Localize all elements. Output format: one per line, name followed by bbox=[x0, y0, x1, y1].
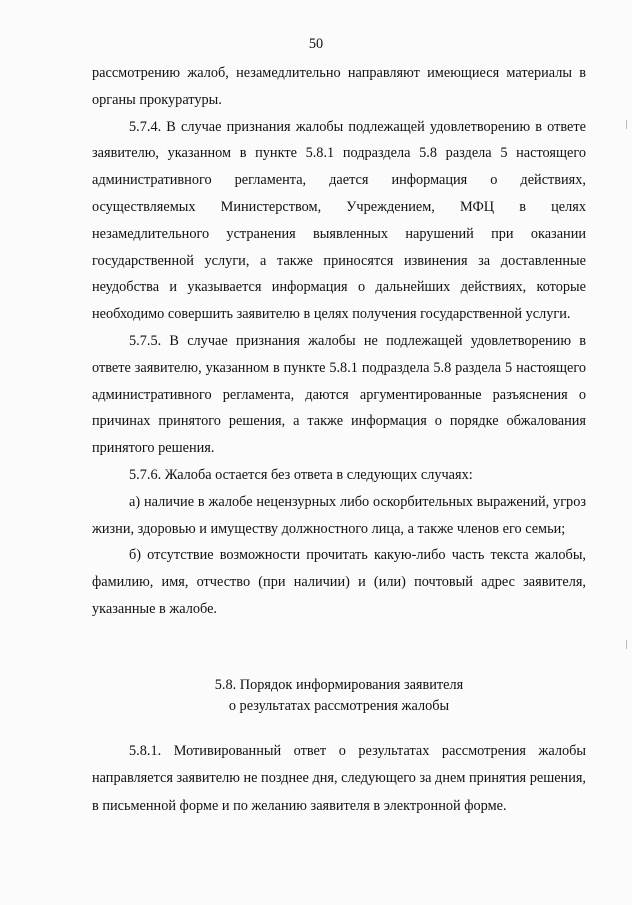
scan-artifact bbox=[626, 640, 627, 649]
section-heading-line-2: о результатах рассмотрения жалобы bbox=[228, 698, 450, 714]
paragraph-continuation: рассмотрению жалоб, незамедлительно направляют имеющиеся материалы в органы прокуратуры. bbox=[92, 65, 586, 108]
list-item-b: б) отсутствие возможности прочитать какую-либо часть текста жалобы, фамилию, имя, отчество (при наличии) и (или) почтовый адрес заявителя, указанные в жалобе. bbox=[92, 547, 586, 617]
section-heading-line-1: 5.8. Порядок информирования заявителя bbox=[214, 677, 464, 693]
document-body bbox=[92, 60, 586, 623]
paragraph-5-8-1: 5.8.1. Мотивированный ответ о результатах рассмотрения жалобы направляется заявителю не позднее дня, следующего за днем принятия решения, в письменной форме и по желанию заявителя в электронной форме. bbox=[92, 743, 586, 814]
paragraph-5-7-4: 5.7.4. В случае признания жалобы подлежащей удовлетворению в ответе заявителю, указанном в пункте 5.8.1 подраздела 5.8 раздела 5 настоящего административного регламента, дается информация о действиях, осуществляемых Министерством, Учреждением, МФЦ в целях незамедлительного устранения выявленных нарушений при оказании государственной услуги, а также приносятся извинения за доставленные неудобства и указывается информация о дальнейших действиях, которые необходимо совершить заявителю в целях получения государственной услуги. bbox=[92, 118, 586, 323]
paragraph-5-7-6: 5.7.6. Жалоба остается без ответа в следующих случаях: bbox=[129, 466, 473, 483]
scan-artifact bbox=[626, 120, 627, 129]
section-5-8-body bbox=[92, 738, 586, 820]
page-number: 50 bbox=[308, 36, 324, 52]
list-item-a: а) наличие в жалобе нецензурных либо оскорбительных выражений, угроз жизни, здоровью и имуществу должностного лица, а также членов его семьи; bbox=[92, 493, 586, 537]
section-heading bbox=[92, 675, 586, 717]
paragraph-5-7-5: 5.7.5. В случае признания жалобы не подлежащей удовлетворению в ответе заявителю, указанном в пункте 5.8.1 подраздела 5.8 раздела 5 настоящего административного регламента, даются аргументированные разъяснения о причинах принятого решения, а также информация о порядке обжалования принятого решения. bbox=[92, 332, 586, 457]
